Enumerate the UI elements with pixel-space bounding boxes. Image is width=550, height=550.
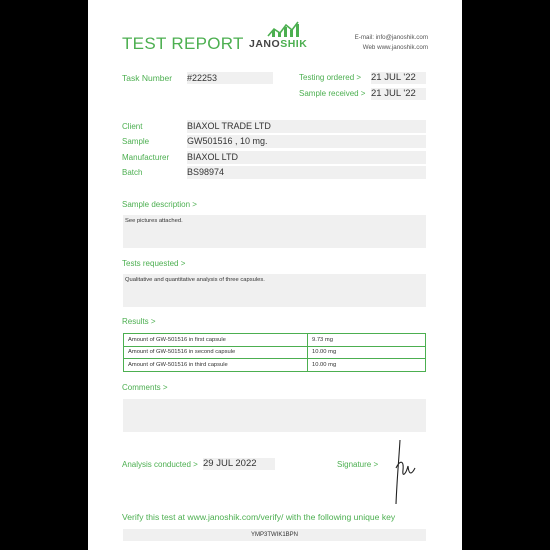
- testing-ordered-label: Testing ordered >: [299, 73, 362, 82]
- manufacturer-label: Manufacturer: [122, 153, 170, 162]
- report-title: TEST REPORT: [122, 34, 244, 53]
- brand-prefix: JANO: [249, 38, 281, 50]
- client-label: Client: [122, 122, 143, 131]
- result-value: 9.73 mg: [308, 334, 426, 347]
- client-value: BIAXOL TRADE LTD: [187, 120, 426, 133]
- contact-email: E-mail: info@janoshik.com: [354, 34, 428, 41]
- janoshik-logo-icon: [264, 20, 304, 38]
- task-number-label: Task Number: [122, 73, 173, 83]
- test-report-document: [88, 0, 462, 550]
- result-value: 10.00 mg: [308, 346, 426, 359]
- contact-info: [355, 33, 428, 52]
- sample-label: Sample: [122, 137, 150, 146]
- unique-key: YMP3TWIK1BPN: [123, 529, 426, 541]
- analysis-conducted-label: Analysis conducted >: [122, 460, 198, 469]
- comments-text: [123, 399, 426, 432]
- table-row: [124, 359, 426, 372]
- signature-icon: [388, 438, 418, 508]
- testing-ordered-value: 21 JUL '22: [371, 72, 426, 84]
- brand-name: [249, 38, 307, 50]
- sample-description-heading: Sample description >: [122, 200, 197, 209]
- results-table: [123, 333, 426, 372]
- sample-description-text: See pictures attached.: [123, 215, 426, 248]
- task-number-value: #22253: [187, 72, 273, 84]
- tests-requested-text: Qualitative and quantitative analysis of three capsules.: [123, 274, 426, 307]
- result-name: Amount of GW-501516 in second capsule: [124, 346, 308, 359]
- brand-suffix: SHIK: [280, 38, 308, 50]
- comments-heading: Comments >: [122, 383, 168, 392]
- signature-label: Signature >: [337, 460, 379, 469]
- manufacturer-value: BIAXOL LTD: [187, 151, 426, 164]
- tests-requested-heading: Tests requested >: [122, 259, 186, 268]
- batch-value: BS98974: [187, 166, 426, 179]
- sample-received-value: 21 JUL '22: [371, 88, 426, 100]
- results-heading: Results >: [122, 317, 156, 326]
- sample-received-label: Sample received >: [299, 89, 366, 98]
- result-value: 10.00 mg: [308, 359, 426, 372]
- result-name: Amount of GW-501516 in third capsule: [124, 359, 308, 372]
- batch-label: Batch: [122, 168, 143, 177]
- table-row: [124, 334, 426, 347]
- analysis-conducted-value: 29 JUL 2022: [203, 458, 275, 470]
- contact-web: Web www.janoshik.com: [362, 43, 428, 51]
- result-name: Amount of GW-501516 in first capsule: [124, 334, 308, 347]
- verify-text: Verify this test at www.janoshik.com/verify/ with the following unique key: [122, 512, 396, 522]
- sample-value: GW501516 , 10 mg.: [187, 135, 426, 148]
- table-row: [124, 346, 426, 359]
